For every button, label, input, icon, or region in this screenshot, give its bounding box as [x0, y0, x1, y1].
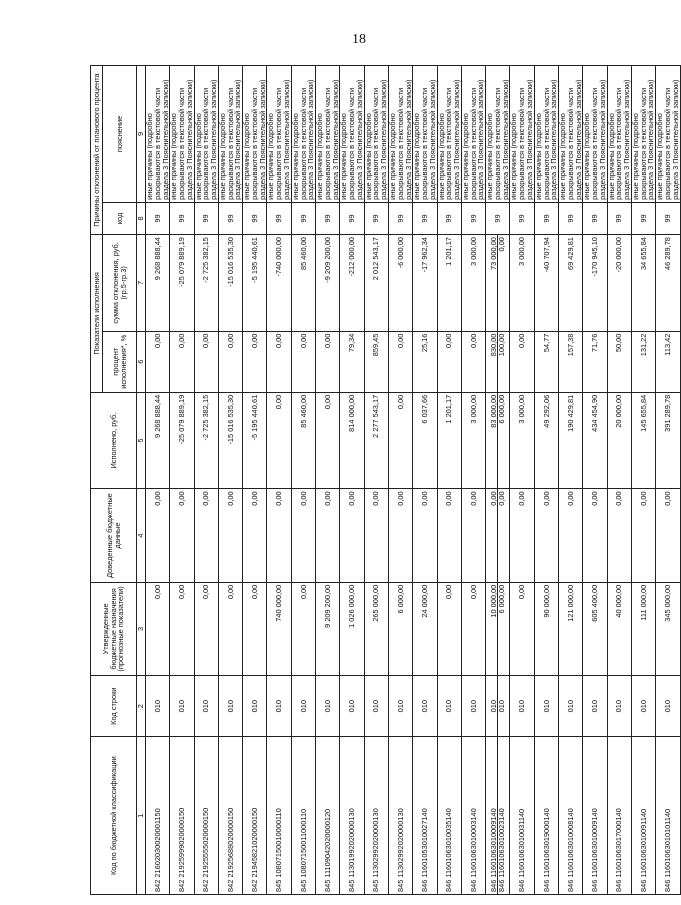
kbk-cell: 846 11601063019000140 — [534, 737, 558, 895]
brought-cell: 0,00 — [146, 489, 170, 582]
table-row — [607, 66, 631, 895]
reason-code-cell: 99 — [486, 202, 510, 234]
table-row — [437, 66, 461, 895]
executed-cell: 814 000,00 — [340, 392, 364, 489]
line-cell — [486, 676, 510, 737]
line-code-cell: 010 — [413, 676, 437, 737]
page-number: 18 — [352, 32, 366, 47]
line-code-cell: 010 — [559, 676, 583, 737]
header-deviation-sum: сумма отклонения, руб. (гр.5-гр.3) — [103, 235, 137, 332]
approved-cell: 740 000,00 — [267, 582, 291, 675]
header-line-code: Код строки — [91, 676, 137, 737]
approved-cell: 24 000,00 — [413, 582, 437, 675]
deviation-cell: 1 201,17 — [437, 235, 461, 332]
reason-text-cell: иные причины (подробно раскрываются в текстовой части раздела 3 Пояснительной записки) — [607, 66, 631, 203]
kbk-cell: 842 21925555020000150 — [194, 737, 218, 895]
reason-code-cell: 99 — [534, 202, 558, 234]
deviation-cell: 85 460,00 — [291, 235, 315, 332]
reason-code-cell: 99 — [267, 202, 291, 234]
brought-cell: 0,00 — [631, 489, 655, 582]
reason-text-cell: иные причины (подробно раскрываются в текстовой части раздела 3 Пояснительной записки) — [291, 66, 315, 203]
line-code-cell: 010 — [631, 676, 655, 737]
line-code-cell: 010 — [243, 676, 267, 737]
approved-cell: 0,00 — [461, 582, 485, 675]
executed-cell: 190 429,81 — [559, 392, 583, 489]
table-row — [146, 66, 170, 895]
percent-cell: 0,00 — [243, 331, 267, 392]
executed-cell: 85 460,00 — [291, 392, 315, 489]
kbk-cell: 846 11601053010027140 — [413, 737, 437, 895]
approved-cell: 111 000,00 — [631, 582, 655, 675]
reason-text-cell: иные причины (подробно раскрываются в текстовой части раздела 3 Пояснительной записки) — [461, 66, 485, 203]
deviation-cell: -6 000,00 — [388, 235, 412, 332]
brought-cell — [486, 489, 510, 582]
kbk-cell: 842 21925688020000150 — [218, 737, 242, 895]
approved-cell: 90 000,00 — [534, 582, 558, 675]
line-code-cell: 010 — [170, 676, 194, 737]
column-number: 8 — [137, 202, 146, 234]
table-body — [146, 66, 681, 895]
table-row — [218, 66, 242, 895]
percent-cell: 0,00 — [194, 331, 218, 392]
reason-code-cell: 99 — [437, 202, 461, 234]
reason-code-cell: 99 — [316, 202, 340, 234]
executed-cell: 3 000,00 — [461, 392, 485, 489]
reason-text-cell: иные причины (подробно раскрываются в текстовой части раздела 3 Пояснительной записки) — [583, 66, 607, 203]
column-number: 2 — [137, 676, 146, 737]
header-reason-text: пояснение — [103, 66, 137, 203]
line-subcell: 010 — [497, 676, 506, 736]
reason-text-cell: иные причины (подробно раскрываются в текстовой части раздела 3 Пояснительной записки) — [510, 66, 534, 203]
reason-code-cell: 99 — [291, 202, 315, 234]
approved-cell: 265 000,00 — [364, 582, 388, 675]
column-number: 1 — [137, 737, 146, 895]
percent-cell: 54,77 — [534, 331, 558, 392]
deviation-subcell: 0,00 — [497, 235, 506, 331]
deviation-cell: -17 962,34 — [413, 235, 437, 332]
reason-text-cell: иные причины (подробно раскрываются в текстовой части раздела 3 Пояснительной записки) — [364, 66, 388, 203]
brought-cell: 0,00 — [534, 489, 558, 582]
line-code-cell: 010 — [607, 676, 631, 737]
executed-cell: 3 000,00 — [510, 392, 534, 489]
line-code-cell: 010 — [388, 676, 412, 737]
brought-cell: 0,00 — [656, 489, 680, 582]
deviation-cell: -15 016 535,30 — [218, 235, 242, 332]
line-code-cell: 010 — [218, 676, 242, 737]
line-code-cell: 010 — [534, 676, 558, 737]
deviation-cell: 2 012 543,17 — [364, 235, 388, 332]
table-row — [170, 66, 194, 895]
kbk-cell: 845 11302992020000130 — [364, 737, 388, 895]
reason-text-cell: иные причины (подробно раскрываются в текстовой части раздела 3 Пояснительной записки) — [146, 66, 170, 203]
percent-cell: 0,00 — [146, 331, 170, 392]
reason-text-cell: иные причины (подробно раскрываются в текстовой части раздела 3 Пояснительной записки) — [413, 66, 437, 203]
brought-cell: 0,00 — [413, 489, 437, 582]
reason-text-cell: иные причины (подробно раскрываются в текстовой части раздела 3 Пояснительной записки) — [170, 66, 194, 203]
table-row — [534, 66, 558, 895]
percent-cell: 79,34 — [340, 331, 364, 392]
reason-code-cell: 99 — [243, 202, 267, 234]
percent-subcell: 830,00 — [488, 333, 498, 357]
header-brought: Доведенные бюджетные данные — [91, 489, 137, 582]
deviation-cell: -2 725 382,15 — [194, 235, 218, 332]
kbk-cell: 846 11601063010003140 — [461, 737, 485, 895]
reason-text-cell: иные причины (подробно раскрываются в текстовой части раздела 3 Пояснительной записки) — [218, 66, 242, 203]
line-code-cell: 010 — [146, 676, 170, 737]
table-row — [364, 66, 388, 895]
brought-cell: 0,00 — [218, 489, 242, 582]
kbk-cell: 846 11601063010035140 — [437, 737, 461, 895]
header-reason-code: код — [103, 202, 137, 234]
deviation-cell: -5 195 440,61 — [243, 235, 267, 332]
kbk-cell: 846 11601063017000140 — [607, 737, 631, 895]
approved-subcell: 6 000,00 — [497, 583, 506, 675]
executed-cell: 20 000,00 — [607, 392, 631, 489]
executed-cell: 0,00 — [267, 392, 291, 489]
line-code-cell: 010 — [267, 676, 291, 737]
executed-cell: 0,00 — [316, 392, 340, 489]
approved-cell: 345 000,00 — [656, 582, 680, 675]
line-code-cell: 010 — [437, 676, 461, 737]
kbk-cell — [486, 737, 510, 895]
reason-code-cell: 99 — [510, 202, 534, 234]
header-kbk: Код по бюджетной классификации — [91, 737, 137, 895]
brought-cell: 0,00 — [364, 489, 388, 582]
header-deviation-group: Причины отклонений от планового процента — [91, 66, 103, 235]
kbk-subcell: 846 11601063010023140 — [497, 737, 506, 894]
percent-cell: 71,76 — [583, 331, 607, 392]
line-code-cell: 010 — [583, 676, 607, 737]
percent-cell: 113,42 — [656, 331, 680, 392]
percent-cell: 50,00 — [607, 331, 631, 392]
deviation-cell: 46 289,78 — [656, 235, 680, 332]
percent-cell: 131,22 — [631, 331, 655, 392]
reason-code-cell: 99 — [364, 202, 388, 234]
approved-cell: 0,00 — [437, 582, 461, 675]
reason-code-cell: 99 — [146, 202, 170, 234]
brought-cell: 0,00 — [170, 489, 194, 582]
deviation-cell: -20 000,00 — [607, 235, 631, 332]
brought-cell: 0,00 — [583, 489, 607, 582]
approved-cell: 0,00 — [291, 582, 315, 675]
kbk-cell: 845 10807150011000110 — [291, 737, 315, 895]
executed-cell: 2 277 543,17 — [364, 392, 388, 489]
table-row — [267, 66, 291, 895]
line-subcell: 010 — [488, 700, 498, 713]
approved-cell: 0,00 — [510, 582, 534, 675]
approved-cell: 0,00 — [194, 582, 218, 675]
percent-cell: 0,00 — [388, 331, 412, 392]
executed-cell: 9 268 888,44 — [146, 392, 170, 489]
approved-cell: 0,00 — [170, 582, 194, 675]
deviation-cell: 3 000,00 — [461, 235, 485, 332]
reason-text-cell: иные причины (подробно раскрываются в текстовой части раздела 3 Пояснительной записки) — [559, 66, 583, 203]
table-row — [243, 66, 267, 895]
deviation-cell: 69 429,81 — [559, 235, 583, 332]
line-code-cell: 010 — [291, 676, 315, 737]
reason-text-cell: иные причины (подробно раскрываются в текстовой части раздела 3 Пояснительной записки) — [194, 66, 218, 203]
line-code-cell: 010 — [340, 676, 364, 737]
kbk-subcell: 846 11601063010009140 — [488, 808, 498, 892]
executed-cell: -25 079 889,19 — [170, 392, 194, 489]
deviation-cell: 9 268 888,44 — [146, 235, 170, 332]
percent-cell: 0,00 — [510, 331, 534, 392]
executed-cell — [486, 392, 510, 489]
brought-subcell: 0,00 — [497, 489, 506, 581]
header-percent: процент исполнения*, % — [103, 331, 137, 392]
column-number: 4 — [137, 489, 146, 582]
approved-cell: 0,00 — [146, 582, 170, 675]
deviation-cell — [486, 235, 510, 332]
deviation-subcell: 73 000,00 — [488, 237, 498, 270]
executed-cell: -15 016 535,30 — [218, 392, 242, 489]
percent-cell: 0,00 — [291, 331, 315, 392]
reason-code-cell: 99 — [607, 202, 631, 234]
column-number: 6 — [137, 331, 146, 392]
brought-cell: 0,00 — [316, 489, 340, 582]
approved-cell: 6 000,00 — [388, 582, 412, 675]
table-row — [461, 66, 485, 895]
kbk-cell: 845 11301992020000130 — [340, 737, 364, 895]
percent-cell: 0,00 — [316, 331, 340, 392]
reason-code-cell: 99 — [340, 202, 364, 234]
table-row — [316, 66, 340, 895]
approved-cell — [486, 582, 510, 675]
brought-cell: 0,00 — [559, 489, 583, 582]
header-execution-group: Показатели исполнения — [91, 235, 103, 393]
header-executed: Исполнено, руб. — [91, 392, 137, 489]
reason-text-cell: иные причины (подробно раскрываются в текстовой части раздела 3 Пояснительной записки) — [340, 66, 364, 203]
executed-cell: 6 037,66 — [413, 392, 437, 489]
line-code-cell: 010 — [461, 676, 485, 737]
deviation-cell: -170 945,10 — [583, 235, 607, 332]
brought-cell: 0,00 — [340, 489, 364, 582]
budget-execution-table — [90, 65, 681, 895]
line-code-cell: 010 — [364, 676, 388, 737]
brought-cell: 0,00 — [388, 489, 412, 582]
deviation-cell: 3 000,00 — [510, 235, 534, 332]
table-row — [291, 66, 315, 895]
approved-cell: 121 000,00 — [559, 582, 583, 675]
line-code-cell: 010 — [656, 676, 680, 737]
brought-subcell: 0,00 — [488, 491, 498, 506]
column-number: 7 — [137, 235, 146, 332]
reason-text-cell: иные причины (подробно раскрываются в текстовой части раздела 3 Пояснительной записки) — [243, 66, 267, 203]
table-row — [583, 66, 607, 895]
column-number: 3 — [137, 582, 146, 675]
deviation-cell: -9 209 200,00 — [316, 235, 340, 332]
approved-cell: 9 209 200,00 — [316, 582, 340, 675]
table-row — [194, 66, 218, 895]
reason-text-cell: иные причины (подробно раскрываются в текстовой части раздела 3 Пояснительной записки) — [631, 66, 655, 203]
deviation-cell: 34 655,84 — [631, 235, 655, 332]
deviation-cell: -740 000,00 — [267, 235, 291, 332]
percent-cell: 0,00 — [170, 331, 194, 392]
brought-cell: 0,00 — [291, 489, 315, 582]
column-number: 5 — [137, 392, 146, 489]
table-row — [510, 66, 534, 895]
reason-code-cell: 99 — [194, 202, 218, 234]
line-code-cell: 010 — [194, 676, 218, 737]
kbk-cell: 845 11109042020000120 — [316, 737, 340, 895]
header-approved: Утвержденные бюджетные назначения (прогнозные показатели) — [91, 582, 137, 675]
table-row — [486, 66, 510, 895]
table-row — [656, 66, 680, 895]
reason-code-cell: 99 — [413, 202, 437, 234]
deviation-cell: -40 707,94 — [534, 235, 558, 332]
table-row — [340, 66, 364, 895]
reason-text-cell: иные причины (подробно раскрываются в текстовой части раздела 3 Пояснительной записки) — [388, 66, 412, 203]
percent-cell: 859,45 — [364, 331, 388, 392]
brought-cell: 0,00 — [461, 489, 485, 582]
reason-text-cell: иные причины (подробно раскрываются в текстовой части раздела 3 Пояснительной записки) — [437, 66, 461, 203]
approved-cell: 0,00 — [243, 582, 267, 675]
brought-cell: 0,00 — [510, 489, 534, 582]
table-row — [559, 66, 583, 895]
approved-cell: 0,00 — [218, 582, 242, 675]
reason-code-cell: 99 — [656, 202, 680, 234]
deviation-cell: -25 079 889,19 — [170, 235, 194, 332]
approved-cell: 1 026 000,00 — [340, 582, 364, 675]
table-row — [388, 66, 412, 895]
kbk-cell: 846 11601063010008140 — [559, 737, 583, 895]
reason-code-cell: 99 — [631, 202, 655, 234]
reason-text-cell: иные причины (подробно раскрываются в текстовой части раздела 3 Пояснительной записки) — [316, 66, 340, 203]
column-number: 9 — [137, 66, 146, 203]
kbk-cell: 845 11302992020000130 — [388, 737, 412, 895]
brought-cell: 0,00 — [437, 489, 461, 582]
kbk-cell: 846 11601063010031140 — [510, 737, 534, 895]
reason-code-cell: 99 — [388, 202, 412, 234]
percent-cell: 0,00 — [218, 331, 242, 392]
reason-text-cell: иные причины (подробно раскрываются в текстовой части раздела 3 Пояснительной записки) — [486, 66, 510, 203]
executed-cell: 391 289,78 — [656, 392, 680, 489]
percent-cell: 157,38 — [559, 331, 583, 392]
reason-code-cell: 99 — [461, 202, 485, 234]
kbk-cell: 846 11601063010009140 — [583, 737, 607, 895]
percent-subcell: 100,00 — [497, 332, 506, 392]
executed-cell: 434 454,90 — [583, 392, 607, 489]
kbk-cell: 842 21925999020000150 — [170, 737, 194, 895]
executed-cell: -2 725 382,15 — [194, 392, 218, 489]
reason-text-cell: иные причины (подробно раскрываются в текстовой части раздела 3 Пояснительной записки) — [656, 66, 680, 203]
brought-cell: 0,00 — [243, 489, 267, 582]
percent-cell — [486, 331, 510, 392]
executed-subcell: 83 000,00 — [488, 394, 498, 428]
percent-cell: 0,00 — [267, 331, 291, 392]
percent-cell: 0,00 — [437, 331, 461, 392]
brought-cell: 0,00 — [607, 489, 631, 582]
executed-subcell: 6 000,00 — [497, 393, 506, 489]
executed-cell: 49 292,06 — [534, 392, 558, 489]
kbk-cell: 842 21945821020000150 — [243, 737, 267, 895]
reason-code-cell: 99 — [218, 202, 242, 234]
deviation-cell: -212 000,00 — [340, 235, 364, 332]
brought-cell: 0,00 — [267, 489, 291, 582]
reason-text-cell: иные причины (подробно раскрываются в текстовой части раздела 3 Пояснительной записки) — [534, 66, 558, 203]
executed-cell: 145 655,84 — [631, 392, 655, 489]
executed-cell: 0,00 — [388, 392, 412, 489]
approved-cell: 605 400,00 — [583, 582, 607, 675]
approved-cell: 40 000,00 — [607, 582, 631, 675]
table-row — [413, 66, 437, 895]
reason-code-cell: 99 — [583, 202, 607, 234]
kbk-cell: 845 10807150010000110 — [267, 737, 291, 895]
table-row — [631, 66, 655, 895]
executed-cell: -5 195 440,61 — [243, 392, 267, 489]
percent-cell: 25,16 — [413, 331, 437, 392]
percent-cell: 0,00 — [461, 331, 485, 392]
reason-text-cell: иные причины (подробно раскрываются в текстовой части раздела 3 Пояснительной записки) — [267, 66, 291, 203]
kbk-cell: 842 21602030020001150 — [146, 737, 170, 895]
kbk-cell: 846 11601063010101140 — [656, 737, 680, 895]
line-code-cell: 010 — [510, 676, 534, 737]
reason-code-cell: 99 — [559, 202, 583, 234]
approved-subcell: 10 000,00 — [488, 584, 498, 618]
reason-code-cell: 99 — [170, 202, 194, 234]
kbk-cell: 846 11601063010091140 — [631, 737, 655, 895]
brought-cell: 0,00 — [194, 489, 218, 582]
line-code-cell: 010 — [316, 676, 340, 737]
executed-cell: 1 201,17 — [437, 392, 461, 489]
